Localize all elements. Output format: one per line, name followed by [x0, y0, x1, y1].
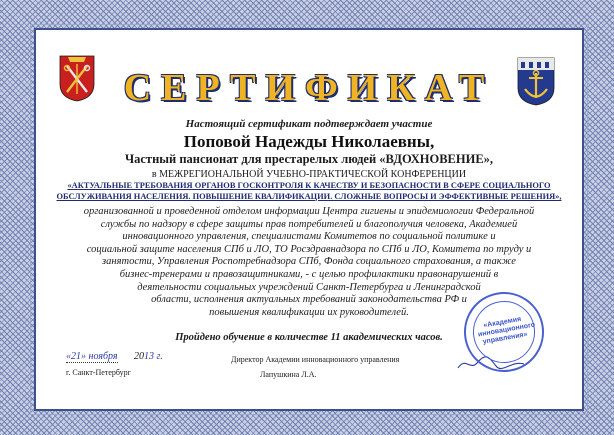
- recipient-organization: Частный пансионат для престарелых людей «ВДОХНОВЕНИЕ»,: [124, 152, 494, 166]
- training-hours-text: Пройдено обучение в количестве 11 академических часов.: [175, 332, 443, 343]
- conference-title: [36, 180, 582, 202]
- stamp-text: «Академия инновационного управления»: [477, 315, 536, 346]
- issue-date-year: 13 г.: [144, 351, 163, 362]
- conference-title-line: «АКТУАЛЬНЫЕ ТРЕБОВАНИЯ ОРГАНОВ ГОСКОНТРОЛЯ К КАЧЕСТВУ И БЕЗОПАСНОСТИ В СФЕРЕ СОЦИАЛЬНОГО: [67, 181, 551, 190]
- conference-intro: в МЕЖРЕГИОНАЛЬНОЙ УЧЕБНО-ПРАКТИЧЕСКОЙ КОНФЕРЕНЦИИ: [151, 169, 467, 180]
- body-line: бизнес-тренерами и правозащитниками, - с целью профилактики правонарушений в: [119, 268, 499, 280]
- body-line: организованной и проведенной отделом информации Центра гигиены и эпидемиологии Федеральной: [83, 206, 535, 217]
- certificate-inner-frame: [34, 28, 584, 411]
- body-line: области, исполнения актуальных требований законодательства РФ и: [151, 294, 467, 306]
- issue-date-year-prefix: 20: [134, 351, 145, 362]
- body-line: повышения квалификации их руководителей.: [209, 306, 409, 318]
- director-title: Директор Академии инновационного управления: [231, 355, 400, 364]
- issue-date: [66, 351, 163, 362]
- body-line: деятельности социальных учреждений Санкт-Петербурга и Ленинградской: [137, 281, 481, 293]
- issue-city: г. Санкт-Петербург: [66, 368, 131, 377]
- conference-title-line: ОБСЛУЖИВАНИЯ НАСЕЛЕНИЯ. ПОВЫШЕНИЕ КВАЛИФИКАЦИИ. СЛОЖНЫЕ ВОПРОСЫ И ЭФФЕКТИВНЫЕ РЕШЕНИЯ»,: [56, 192, 562, 201]
- body-line: службы по надзору в сфере защиты прав потребителей и благополучия человека, Академией: [100, 218, 518, 230]
- certificate-title: СЕРТИФИКАТ: [123, 67, 495, 109]
- recipient-name: Поповой Надежды Николаевны,: [183, 132, 435, 151]
- body-line: социальной защите населения СПб и ЛО, ТО Росздравнадзора по СПб и ЛО, Комитета по труду и: [86, 243, 532, 255]
- body-line: инновационного управления, специалистами Комитетов по социальной политике и: [122, 231, 496, 243]
- confirmation-text: Настоящий сертификат подтверждает участие: [185, 118, 433, 130]
- director-name: Лапушкина Л.А.: [260, 370, 317, 379]
- issue-date-day: «21» ноября: [66, 351, 118, 362]
- body-line: занятости, Управления Роспотребнадзора СПб, Фонда социального страхования, а также: [102, 256, 516, 268]
